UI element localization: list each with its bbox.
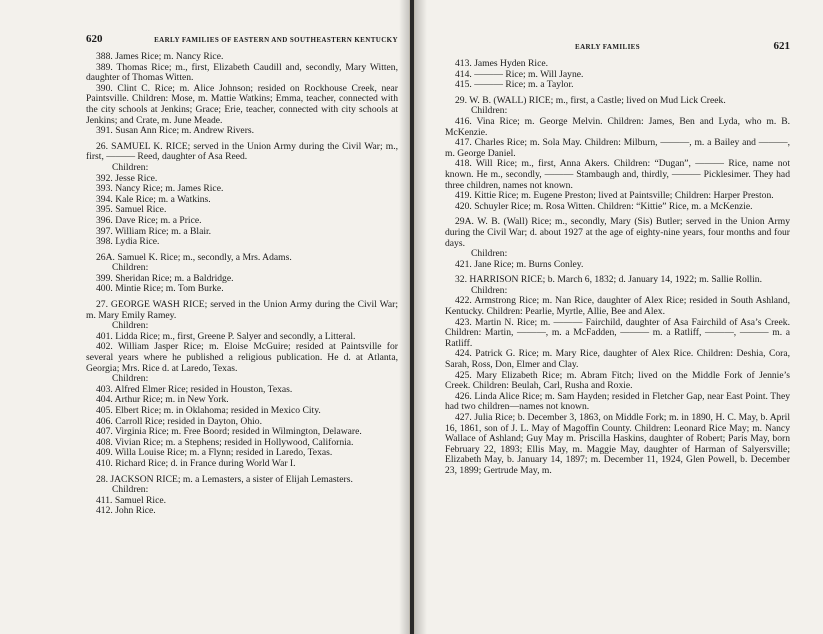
entry-paragraph: 400. Mintie Rice; m. Tom Burke.	[96, 283, 224, 295]
entry-paragraph: 412. John Rice.	[96, 505, 156, 517]
children-label: Children:	[112, 262, 149, 274]
entry-paragraph: 389. Thomas Rice; m., first, Elizabeth Caudill and, secondly, Mary Witten, daughter of Thomas Witten.	[86, 61, 398, 84]
family-heading: 29. W. B. (WALL) RICE; m., first, a Castle; lived on Mud Lick Creek.	[455, 94, 726, 106]
entry-paragraph: 426. Linda Alice Rice; m. Sam Hayden; resided in Fletcher Gap, near East Point. They had two children—names not known.	[445, 390, 790, 413]
children-label: Children:	[112, 484, 149, 496]
entry-paragraph: 408. Vivian Rice; m. a Stephens; resided in Hollywood, California.	[96, 436, 354, 448]
entry-paragraph: 423. Martin N. Rice; m. ——— Fairchild, daughter of Asa Fairchild of Asa’s Creek. Children: Martin, ———, m. a McFadden, ——— m. a Ratliff, ———, ——— m. a Ratliff.	[445, 316, 790, 349]
entry-paragraph: 398. Lydia Rice.	[96, 236, 160, 248]
family-heading: 27. GEORGE WASH RICE; served in the Union Army during the Civil War; m. Mary Emily Ramey.	[86, 299, 398, 321]
entry-paragraph: 410. Richard Rice; d. in France during World War I.	[96, 457, 296, 469]
children-label: Children:	[112, 373, 149, 385]
family-heading: 29A. W. B. (Wall) Rice; m., secondly, Mary (Sis) Butler; served in the Union Army during the Civil War; d. about 1927 at the age of eighty-nine years, four months and four days.	[445, 216, 790, 249]
entry-paragraph: 393. Nancy Rice; m. James Rice.	[96, 183, 224, 195]
entry-paragraph: 401. Lidda Rice; m., first, Greene P. Salyer and secondly, a Litteral.	[96, 330, 356, 342]
entry-paragraph: 422. Armstrong Rice; m. Nan Rice, daughter of Alex Rice; resided in South Ashland, Kentucky. Children: Pearlie, Myrtle, Allie, Bee and Alex.	[445, 295, 790, 318]
left-page	[0, 0, 410, 634]
entry-paragraph: 414. ——— Rice; m. Will Jayne.	[455, 68, 584, 80]
entry-paragraph: 424. Patrick G. Rice; m. Mary Rice, daughter of Alex Rice. Children: Deshia, Cora, Sarah, Ross, Don, Elmer and Clay.	[445, 348, 790, 371]
children-label: Children:	[471, 105, 508, 117]
family-heading: 28. JACKSON RICE; m. a Lemasters, a sister of Elijah Lemasters.	[96, 473, 353, 485]
page-shadow	[415, 0, 427, 634]
family-heading: 32. HARRISON RICE; b. March 6, 1832; d. January 14, 1922; m. Sallie Rollin.	[455, 274, 762, 286]
children-label: Children:	[112, 161, 149, 173]
left-page-header	[86, 33, 398, 45]
entry-paragraph: 420. Schuyler Rice; m. Rosa Witten. Children: “Kittie” Rice, m. a McKenzie.	[455, 200, 753, 212]
entry-paragraph: 396. Dave Rice; m. a Price.	[96, 214, 202, 226]
entry-paragraph: 407. Virginia Rice; m. Free Boord; resided in Wilmington, Delaware.	[96, 426, 362, 438]
family-heading: 26. SAMUEL K. RICE; served in the Union Army during the Civil War; m., first, ——— Reed, daughter of Asa Reed.	[86, 140, 398, 163]
page-number: 620	[86, 33, 103, 45]
entry-paragraph: 390. Clint C. Rice; m. Alice Johnson; resided on Rockhouse Creek, near Paintsville. Children: Mose, m. Mattie Watkins; Emma, teacher, connected with the city schools at Jenkins; Grace; Erie, teacher, connected with city schools at Jenkins; and Crate, m. June Meade.	[86, 82, 398, 126]
children-label: Children:	[112, 320, 149, 332]
children-label: Children:	[471, 284, 508, 296]
entry-paragraph: 417. Charles Rice; m. Sola May. Children: Milburn, ———, m. a Bailey and ———, m. George Daniel.	[445, 137, 790, 159]
left-page-body	[86, 52, 398, 517]
entry-paragraph: 406. Carroll Rice; resided in Dayton, Ohio.	[96, 415, 262, 427]
entry-paragraph: 395. Samuel Rice.	[96, 204, 167, 216]
entry-paragraph: 425. Mary Elizabeth Rice; m. Abram Fitch; lived on the Middle Fork of Jennie’s Creek. Children: Beulah, Carl, Rusha and Roxie.	[445, 369, 790, 392]
page-number: 621	[773, 40, 790, 52]
page-shadow	[399, 0, 409, 634]
entry-paragraph: 404. Arthur Rice; m. in New York.	[96, 394, 229, 406]
right-page	[414, 0, 823, 634]
right-page-header	[445, 40, 790, 52]
entry-paragraph: 399. Sheridan Rice; m. a Baldridge.	[96, 272, 234, 284]
running-head: EARLY FAMILIES OF EASTERN AND SOUTHEASTERN KENTUCKY	[154, 36, 398, 44]
entry-paragraph: 418. Will Rice; m., first, Anna Akers. Children: “Dugan”, ——— Rice, name not known. He m., secondly, ——— Stambaugh and, thirdly, ——— Picklesimer. They had three children, names not known.	[445, 158, 790, 191]
entry-paragraph: 405. Elbert Rice; m. in Oklahoma; resided in Mexico City.	[96, 405, 321, 416]
entry-paragraph: 402. William Jasper Rice; m. Eloise McGuire; resided at Paintsville for several years where he published a religious publication. He d. at Atlanta, Georgia; Mrs. Rice d. at Laredo, Texas.	[86, 341, 398, 374]
entry-paragraph: 416. Vina Rice; m. George Melvin. Children: James, Ben and Lyda, who m. B. McKenzie.	[445, 115, 790, 138]
entry-paragraph: 394. Kale Rice; m. a Watkins.	[96, 193, 211, 205]
entry-paragraph: 391. Susan Ann Rice; m. Andrew Rivers.	[96, 125, 255, 137]
running-head: EARLY FAMILIES	[575, 43, 641, 51]
entry-paragraph: 392. Jesse Rice.	[96, 172, 158, 184]
entry-paragraph: 419. Kittie Rice; m. Eugene Preston; lived at Paintsville; Children: Harper Preston.	[455, 190, 774, 202]
right-page-body	[445, 59, 790, 477]
entry-paragraph: 397. William Rice; m. a Blair.	[96, 225, 212, 237]
entry-paragraph: 388. James Rice; m. Nancy Rice.	[96, 51, 224, 62]
entry-paragraph: 403. Alfred Elmer Rice; resided in Houston, Texas.	[96, 383, 293, 395]
entry-paragraph: 421. Jane Rice; m. Burns Conley.	[455, 258, 584, 270]
family-heading: 26A. Samuel K. Rice; m., secondly, a Mrs. Adams.	[96, 251, 292, 263]
entry-paragraph: 427. Julia Rice; b. December 3, 1863, on Middle Fork; m. in 1890, H. C. May, b. April 16, 1861, son of J. L. May of Magoffin County. Children: Leonard Rice May; m. Nancy Wallace of Ashland; Guy May m. Priscilla Haskins, daughter of Robert; Paris May, born February 22, 1893; Ellis May, m. Maggie May, daughter of Harman of Salyersville; Elizabeth May, b. January 14, 1897; m. December 11, 1924, Glen Powell, b. December 23, 1899; Gertrude May, m.	[445, 412, 790, 476]
entry-paragraph: 415. ——— Rice; m. a Taylor.	[455, 79, 574, 91]
entry-paragraph: 411. Samuel Rice.	[96, 494, 166, 506]
entry-paragraph: 409. Willa Louise Rice; m. a Flynn; resided in Laredo, Texas.	[96, 447, 333, 459]
entry-paragraph: 413. James Hyden Rice.	[455, 58, 548, 69]
children-label: Children:	[471, 248, 508, 260]
